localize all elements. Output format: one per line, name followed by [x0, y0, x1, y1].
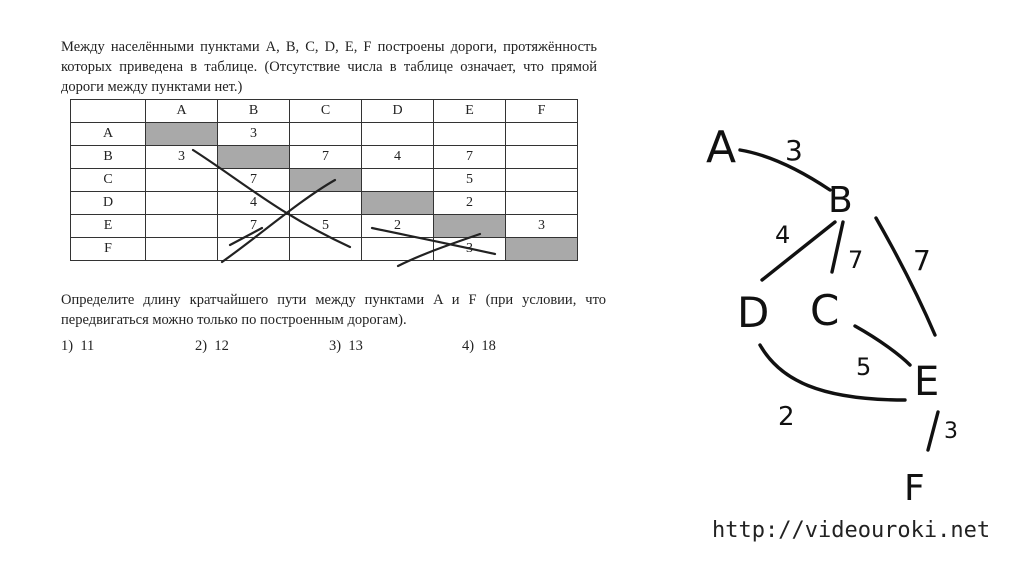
table-cell: 7 — [218, 169, 290, 192]
table-row — [71, 215, 578, 238]
table-cell: 7 — [434, 146, 506, 169]
edge-weight-label: 7 — [848, 246, 864, 274]
table-cell: 7 — [290, 146, 362, 169]
table-cell — [362, 169, 434, 192]
table-cell: 3 — [218, 123, 290, 146]
table-cell-diagonal — [290, 169, 362, 192]
graph-edge-be — [876, 218, 935, 335]
table-cell — [506, 192, 578, 215]
table-cell — [218, 238, 290, 261]
answer-option-4: 4) 18 — [462, 338, 496, 354]
question-text: Определите длину кратчайшего пути между пунктами A и F (при условии, что передвигаться можно только по построенным дорогам). — [61, 292, 606, 328]
graph-node-label: E — [914, 359, 940, 405]
table-cell: 2 — [362, 215, 434, 238]
table-cell: 4 — [362, 146, 434, 169]
table-cell — [146, 238, 218, 261]
problem-statement: Между населёнными пунктами A, B, C, D, E, F построены дороги, протяжённость которых приведена в таблице. (Отсутствие числа в таблице означает, что прямой дороги между пунктами нет.) — [61, 39, 597, 95]
table-cell: 3 — [434, 238, 506, 261]
graph-edge-bd — [762, 222, 835, 280]
answer-option-2: 2) 12 — [195, 338, 229, 354]
edge-weight-label: 7 — [913, 244, 931, 277]
table-cell — [290, 192, 362, 215]
edge-weight-label: 3 — [785, 134, 803, 167]
table-header-cell: F — [506, 100, 578, 123]
table-row — [71, 146, 578, 169]
graph-edge-ce — [855, 326, 910, 365]
table-cell-diagonal — [218, 146, 290, 169]
table-cell — [506, 169, 578, 192]
site-watermark: http://videouroki.net — [712, 518, 991, 543]
table-corner-cell — [71, 100, 146, 123]
table-row-label: F — [71, 238, 146, 261]
table-row-label: A — [71, 123, 146, 146]
table-cell — [146, 169, 218, 192]
graph-node-label: C — [810, 286, 840, 335]
table-row-label: B — [71, 146, 146, 169]
table-cell: 2 — [434, 192, 506, 215]
table-cell-diagonal — [146, 123, 218, 146]
edge-weight-label: 3 — [944, 419, 958, 444]
table-cell: 5 — [290, 215, 362, 238]
table-cell-diagonal — [362, 192, 434, 215]
distance-table — [70, 99, 578, 261]
table-cell — [506, 123, 578, 146]
answer-option-1: 1) 11 — [61, 338, 95, 354]
table-cell-diagonal — [506, 238, 578, 261]
graph-edge-bc — [832, 222, 843, 272]
table-cell — [434, 123, 506, 146]
answer-option-3: 3) 13 — [329, 338, 363, 354]
table-header-cell: C — [290, 100, 362, 123]
edge-weight-label: 5 — [856, 353, 872, 381]
table-cell — [362, 123, 434, 146]
graph-node-label: D — [737, 288, 770, 337]
table-row — [71, 192, 578, 215]
table-row — [71, 123, 578, 146]
table-header-cell: E — [434, 100, 506, 123]
graph-node-label: F — [904, 468, 925, 509]
graph-node-label: B — [828, 180, 853, 221]
table-row-label: C — [71, 169, 146, 192]
graph-edge-de — [760, 345, 905, 400]
table-cell — [362, 238, 434, 261]
edge-weight-label: 4 — [775, 221, 791, 249]
table-row — [71, 169, 578, 192]
table-cell — [506, 146, 578, 169]
table-cell — [290, 238, 362, 261]
table-row-label: E — [71, 215, 146, 238]
table-cell: 5 — [434, 169, 506, 192]
table-cell: 7 — [218, 215, 290, 238]
table-cell — [146, 215, 218, 238]
table-header-cell: B — [218, 100, 290, 123]
graph-node-label: A — [706, 122, 737, 173]
table-cell — [146, 192, 218, 215]
graph-edge-ef — [928, 412, 938, 450]
table-row-label: D — [71, 192, 146, 215]
table-cell-diagonal — [434, 215, 506, 238]
table-cell: 3 — [146, 146, 218, 169]
edge-weight-label: 2 — [778, 402, 795, 432]
table-header-cell: A — [146, 100, 218, 123]
graph-edge-ab — [740, 150, 830, 190]
table-header-cell: D — [362, 100, 434, 123]
table-row — [71, 238, 578, 261]
table-cell: 3 — [506, 215, 578, 238]
table-header-row — [71, 100, 578, 123]
table-cell: 4 — [218, 192, 290, 215]
table-cell — [290, 123, 362, 146]
